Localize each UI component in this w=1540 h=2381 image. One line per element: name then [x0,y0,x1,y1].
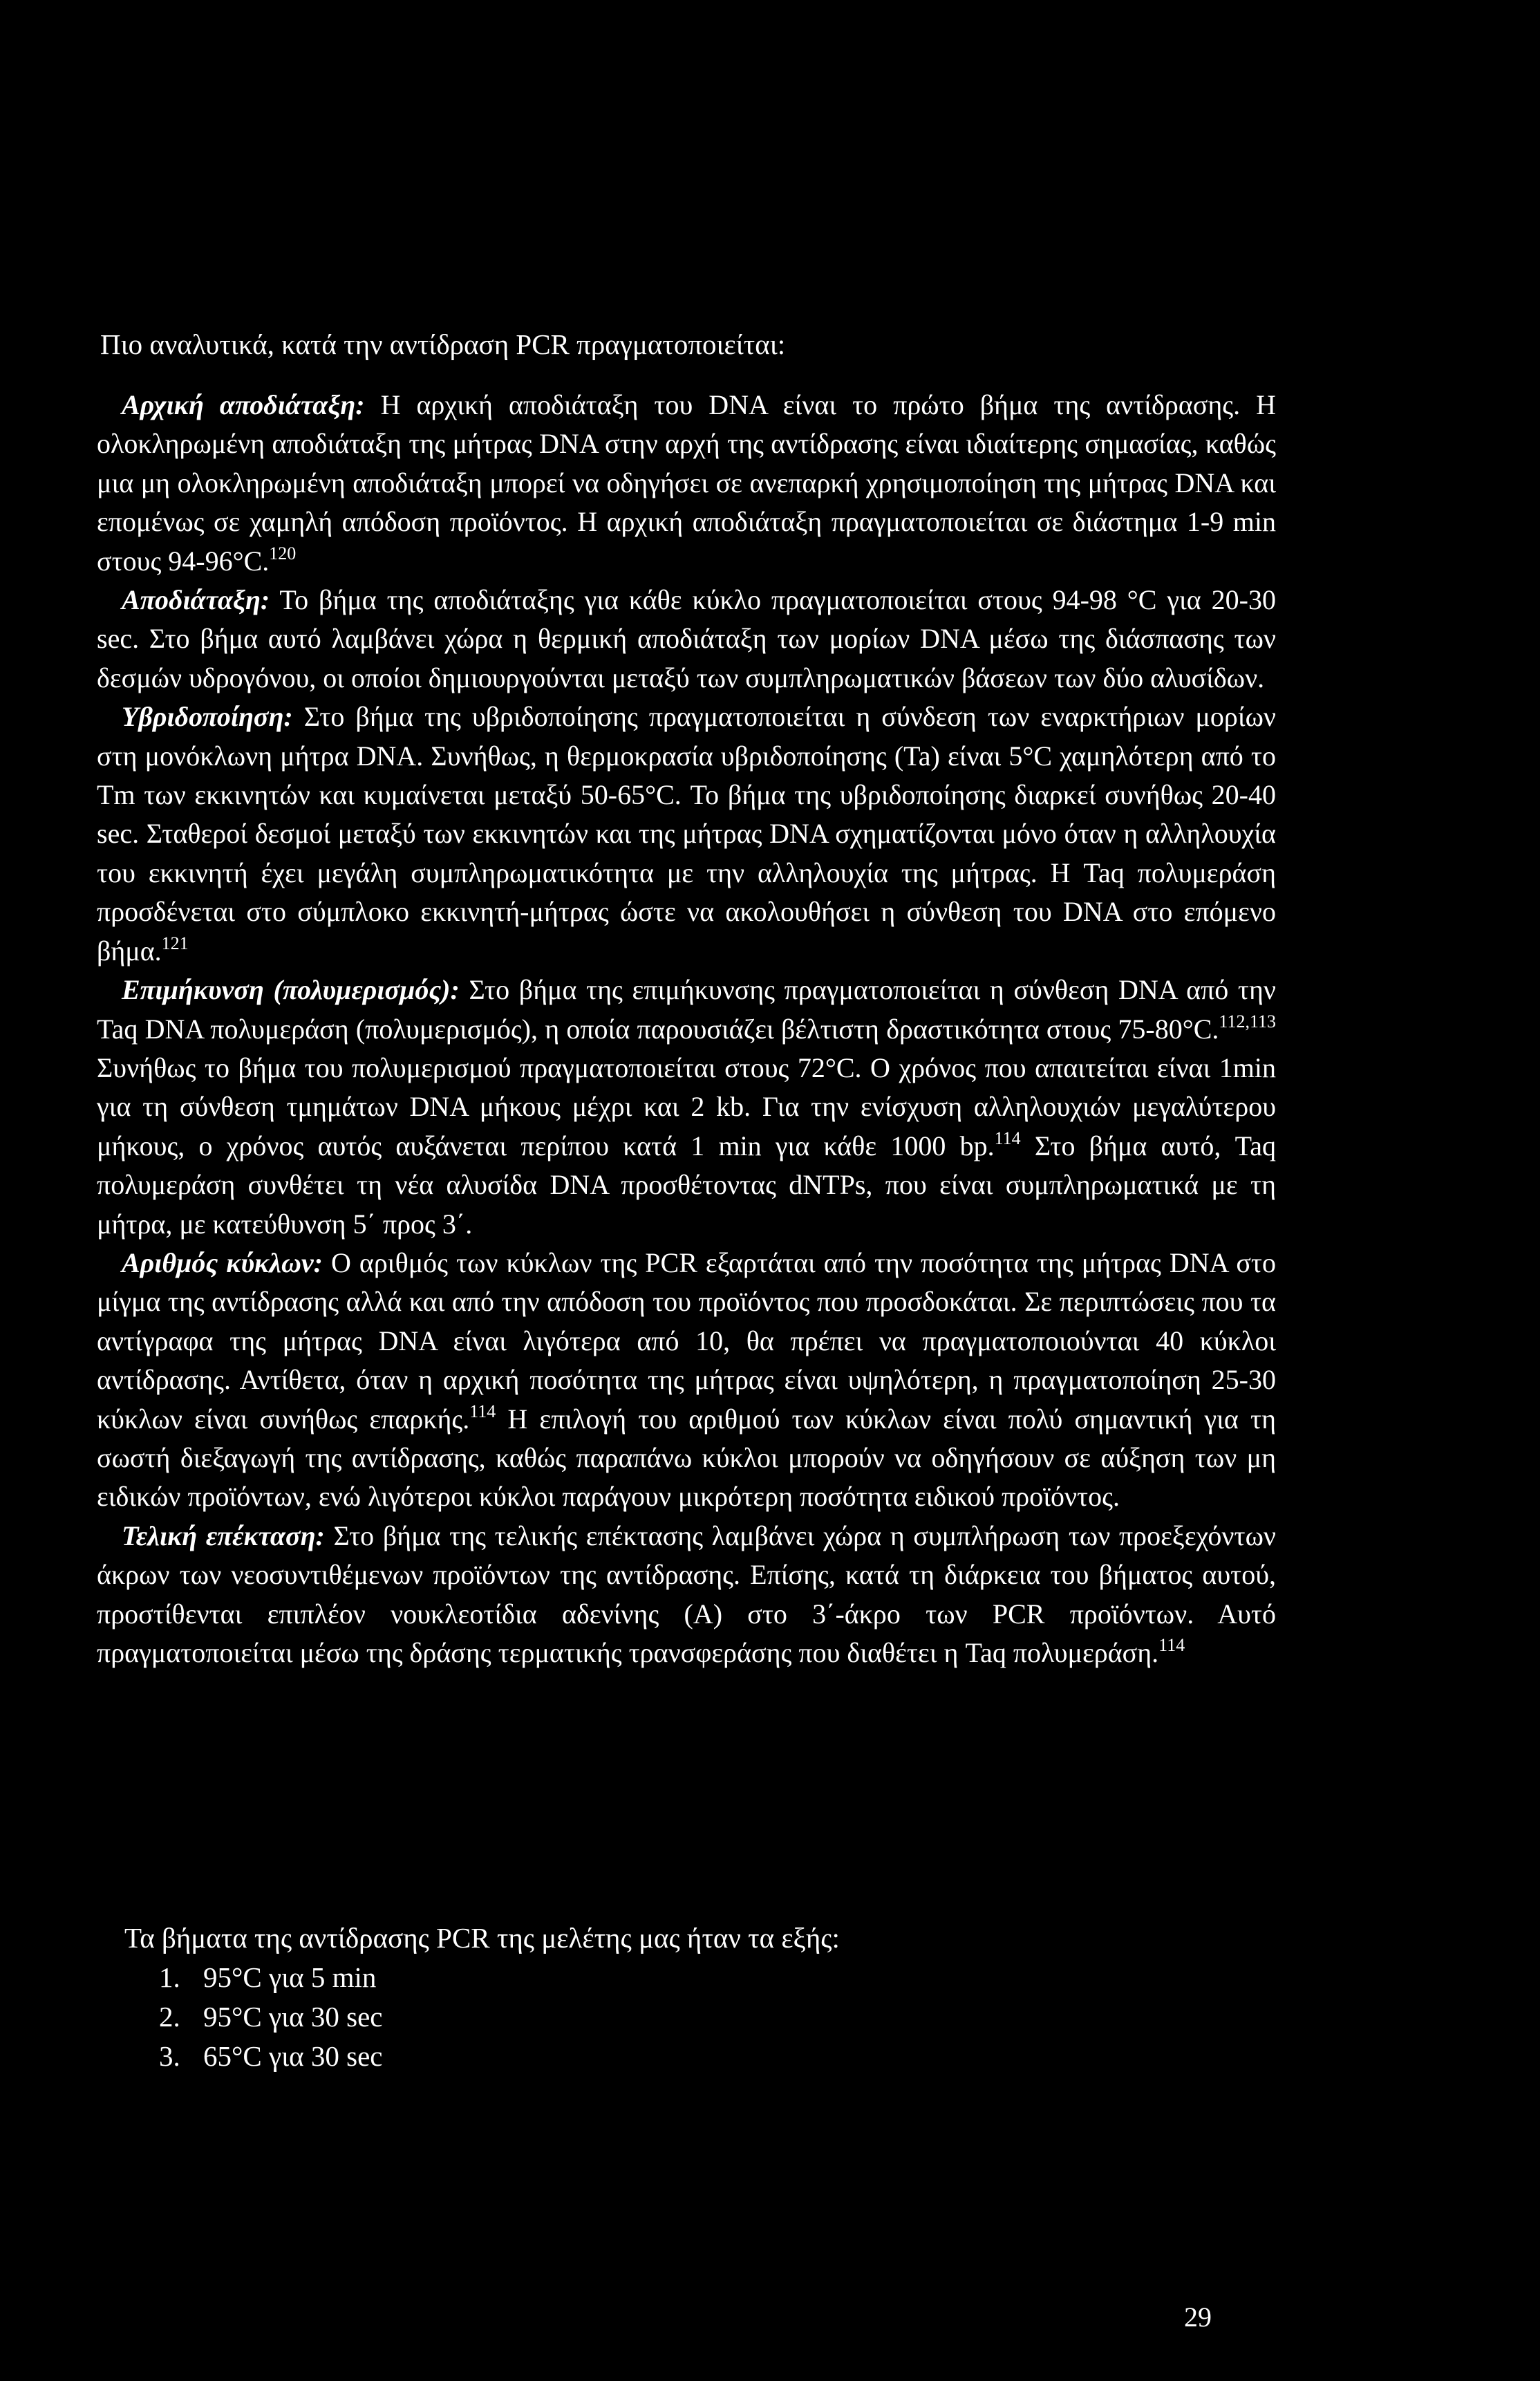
paragraph-text: Στο βήμα της υβριδοποίησης πραγματοποιείται η σύνδεση των εναρκτήριων μορίων στη μονόκλωνη μήτρα DNA. Συνήθως, η θερμοκρασία υβριδοποίησης (Ta) είναι 5°C χαμηλότερη από το Tm των εκκινητών και κυμαίνεται μεταξύ 50-65°C. Το βήμα της υβριδοποίησης διαρκεί συνήθως 20-40 sec. Σταθεροί δεσμοί μεταξύ των εκκινητών και της μήτρας DNA σχηματίζονται μόνο όταν η αλληλουχία του εκκινητή έχει μεγάλη συμπληρωματικότητα με την αλληλουχία της μήτρας. Η Taq πολυμεράση προσδένεται στο σύμπλοκο εκκινητή-μήτρας ώστε να ακολουθήσει η σύνθεση του DNA στο επόμενο βήμα. [97,701,1276,967]
term-elongation: Επιμήκυνση (πολυμερισμός): [122,974,460,1006]
step-number: 2. [159,2001,180,2033]
term-denaturation: Αποδιάταξη: [122,584,270,616]
paragraph-text: Ο αριθμός των κύκλων της PCR εξαρτάται από την ποσότητα της μήτρας DNA στο μίγμα της αντίδρασης αλλά και από την απόδοση του προϊόντος που προσδοκάται. Σε περιπτώσεις που τα αντίγραφα της μήτρας DNA είναι λιγότερα από 10, θα πρέπει να πραγματοποιούνται 40 κύκλοι αντίδρασης. Αντίθετα, όταν η αρχική ποσότητα της μήτρας είναι υψηλότερη, η πραγματοποίηση 25-30 κύκλων είναι συνήθως επαρκής. [97,1246,1276,1435]
steps-list [124,1958,1230,2076]
term-final-extension: Τελική επέκταση: [122,1520,325,1551]
reference-superscript: 114 [469,1401,496,1421]
step-text: 95°C για 5 min [203,1961,377,1993]
step-number: 1. [159,1961,180,1993]
paragraph-text: Συνήθως το βήμα του πολυμερισμού πραγματοποιείται στους 72°C. Ο χρόνος που απαιτείται είναι 1min για τη σύνθεση τμημάτων DNA μήκους μέχρι και 2 kb. Για την ενίσχυση αλληλουχιών μεγαλύτερου μήκους, ο χρόνος αυτός αυξάνεται περίπου κατά 1 min για κάθε 1000 bp. [97,1052,1276,1161]
page-number: 29 [1184,2301,1212,2333]
list-item [124,1958,1230,1997]
paragraph-denaturation [97,581,1276,698]
reference-superscript: 112,113 [1219,1011,1276,1031]
body-text [97,386,1276,1672]
pcr-steps-block [124,1918,1230,2076]
reference-superscript: 114 [1158,1635,1185,1655]
paragraph-cycle-number [97,1244,1276,1517]
paragraph-text: Στο βήμα της τελικής επέκτασης λαμβάνει χώρα η συμπλήρωση των προεξεχόντων άκρων των νεοσυντιθέμενων προϊόντων της αντίδρασης. Επίσης, κατά τη διάρκεια του βήματος αυτού, προστίθενται επιπλέον νουκλεοτίδια αδενίνης (A) στο 3΄-άκρο των PCR προϊόντων. Αυτό πραγματοποιείται μέσω της δράσης τερματικής τρανσφεράσης που διαθέτει η Taq πολυμεράση. [97,1520,1276,1668]
list-item [124,2037,1230,2076]
list-item [124,1997,1230,2037]
reference-superscript: 120 [269,543,297,563]
reference-superscript: 114 [994,1128,1021,1148]
step-text: 95°C για 30 sec [203,2001,383,2033]
steps-intro: Τα βήματα της αντίδρασης PCR της μελέτης μας ήταν τα εξής: [124,1922,840,1954]
step-number: 3. [159,2040,180,2072]
term-initial-denaturation: Αρχική αποδιάταξη: [122,389,365,420]
paragraph-text: Το βήμα της αποδιάταξης για κάθε κύκλο πραγματοποιείται στους 94-98 °C για 20-30 sec. Στο βήμα αυτό λαμβάνει χώρα η θερμική αποδιάταξη των μορίων DNA μέσω της διάσπασης των δεσμών υδρογόνου, οι οποίοι δημιουργούνται μεταξύ των συμπληρωματικών βάσεων των δύο αλυσίδων. [97,584,1276,693]
paragraph-text: Η επιλογή του αριθμού των κύκλων είναι πολύ σημαντική για τη σωστή διεξαγωγή της αντίδρασης, καθώς παραπάνω κύκλοι μπορούν να οδηγήσουν σε αύξηση των μη ειδικών προϊόντων, ενώ λιγότεροι κύκλοι παράγουν μικρότερη ποσότητα ειδικού προϊόντος. [97,1403,1277,1513]
reference-superscript: 121 [161,933,189,953]
paragraph-hybridization [97,698,1276,971]
paragraph-final-extension [97,1517,1276,1673]
term-cycle-number: Αριθμός κύκλων: [122,1246,323,1278]
paragraph-initial-denaturation [97,386,1276,581]
step-text: 65°C για 30 sec [203,2040,383,2072]
paragraph-text: Στο βήμα αυτό, Taq πολυμεράση συνθέτει τη νέα αλυσίδα DNA προσθέτοντας dNTPs, που είναι συμπληρωματικά με τη μήτρα, με κατεύθυνση 5΄ προς 3΄. [97,1130,1276,1240]
intro-line: Πιο αναλυτικά, κατά την αντίδραση PCR πραγματοποιείται: [100,328,786,360]
paragraph-elongation [97,971,1276,1244]
paragraph-text: Η αρχική αποδιάταξη του DNA είναι το πρώτο βήμα της αντίδρασης. Η ολοκληρωμένη αποδιάταξη της μήτρας DNA στην αρχή της αντίδρασης είναι ιδιαίτερης σημασίας, καθώς μια μη ολοκληρωμένη αποδιάταξη μπορεί να οδηγήσει σε ανεπαρκή χρησιμοποίηση της μήτρας DNA και επομένως σε χαμηλή απόδοση προϊόντος. Η αρχική αποδιάταξη πραγματοποιείται σε διάστημα 1-9 min στους 94-96°C. [97,389,1277,577]
term-hybridization: Υβριδοποίηση: [122,701,293,733]
paragraph-text: Στο βήμα της επιμήκυνσης πραγματοποιείται η σύνθεση DNA από την Taq DNA πολυμεράση (πολυμερισμός), η οποία παρουσιάζει βέλτιστη δραστικότητα στους 75-80°C. [97,974,1277,1045]
